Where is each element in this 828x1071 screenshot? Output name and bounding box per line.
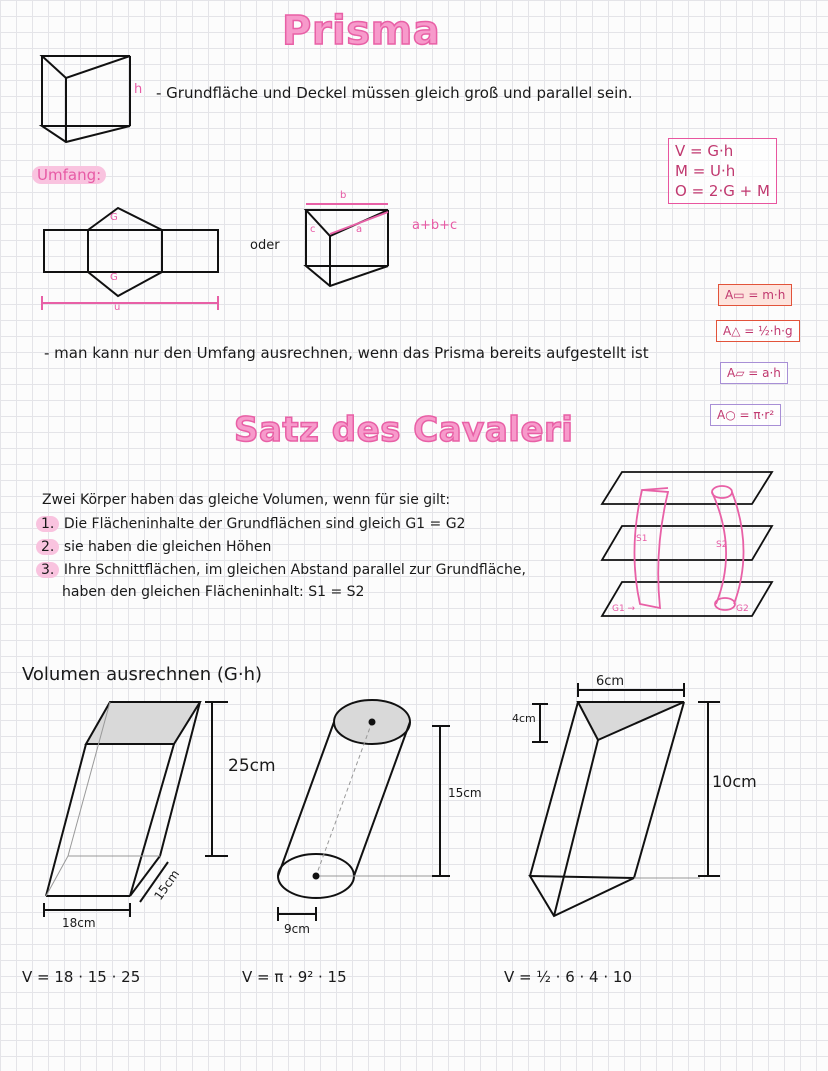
shape3-formula: V = ½ · 6 · 4 · 10 [504,968,632,986]
shape1-depth: 15cm [151,867,183,903]
label-abc: a+b+c [412,218,458,233]
volume-title: Volumen ausrechnen (G·h) [22,664,263,685]
item-3-num: 3. [36,562,59,578]
umfang-label: Umfang: [32,166,106,184]
cavalieri-intro: Zwei Körper haben das gleiche Volumen, wenn für sie gilt: [42,492,451,508]
cavalieri-item-3 [36,562,526,578]
formula-o: O = 2·G + M [675,182,770,200]
shape1-height: 25cm [228,756,276,776]
cavalieri-sketch [602,472,772,616]
shape2-cylinder [278,700,450,921]
area-formula-4: A○ = π·r² [710,404,781,426]
label-u: u [114,302,121,313]
cavalieri-item-3-cont: haben den gleichen Flächeninhalt: S1 = S2 [62,584,365,600]
prism-net [44,208,218,296]
label-g-top: G [110,212,118,223]
shape1-width: 18cm [62,916,96,930]
area-formula-2: A△ = ½·h·g [716,320,800,342]
item-2-text: sie haben die gleichen Höhen [63,539,272,555]
formula-v: V = G·h [675,142,734,160]
prism-sketch [42,56,130,142]
cavalieri-title: Satz des Cavaleri [234,410,574,450]
formulas-box [668,138,777,204]
item-3-text: Ihre Schnittflächen, im gleichen Abstand parallel zur Grundfläche, [63,562,526,578]
formula-m: M = U·h [675,162,736,180]
umfang-line [42,296,218,310]
label-s2: S2 [716,540,728,550]
shape3-height: 10cm [712,772,757,791]
area-formula-3: A▱ = a·h [720,362,788,384]
shape3-width: 6cm [596,674,625,689]
label-g1: G1 → [612,604,636,614]
shape1-prism [44,702,228,917]
label-s1: S1 [636,534,648,544]
umfang-note: - man kann nur den Umfang ausrechnen, wenn das Prisma bereits aufgestellt ist [44,344,649,362]
item-2-num: 2. [36,539,59,555]
label-g-bottom: G [110,272,118,283]
shape2-formula: V = π · 9² · 15 [242,968,347,986]
shape3-prism [530,683,720,916]
label-h: h [134,82,143,97]
label-b: b [340,190,347,201]
shape1-formula: V = 18 · 15 · 25 [22,968,141,986]
prism-sketch-2 [306,210,388,286]
area-formula-1: A▭ = m·h [718,284,792,306]
item-1-text: Die Flächeninhalte der Grundflächen sind gleich G1 = G2 [63,516,466,532]
page-title: Prisma [282,8,441,54]
umfang-label-wrap [32,166,106,184]
label-c: c [310,224,316,235]
label-a: a [356,224,363,235]
cavalieri-item-2 [36,539,271,555]
prisma-note: - Grundfläche und Deckel müssen gleich groß und parallel sein. [156,84,633,102]
cavalieri-item-1 [36,516,465,532]
shape3-tri-height: 4cm [512,712,536,725]
shape2-height: 15cm [448,786,482,800]
shape2-radius: 9cm [284,922,310,936]
oder-label: oder [250,238,280,253]
label-g2: G2 [736,604,749,614]
item-1-num: 1. [36,516,59,532]
